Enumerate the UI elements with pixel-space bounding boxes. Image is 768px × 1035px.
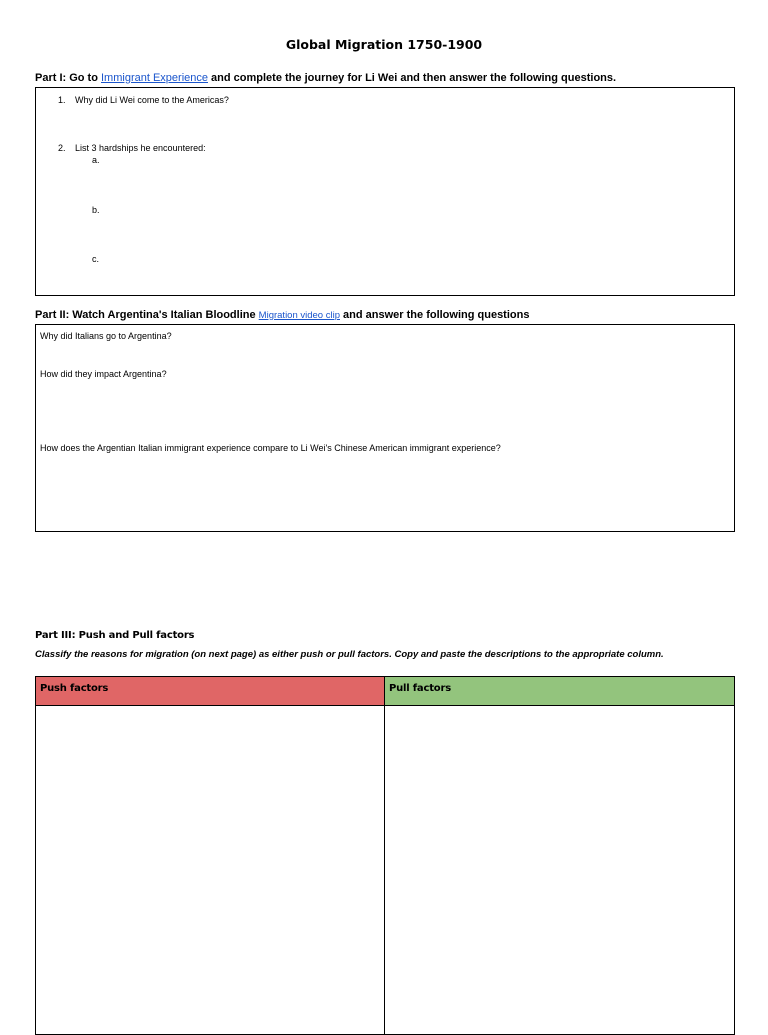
q2-text: List 3 hardships he encountered: <box>75 143 206 153</box>
part2-answer-box[interactable] <box>35 324 735 532</box>
part3-instructions: Classify the reasons for migration (on next page) as either push or pull factors. Copy and paste the descriptions to the appropriate column. <box>35 649 664 660</box>
part1-prefix: Part I: Go to <box>35 72 101 84</box>
push-factors-header <box>35 676 385 706</box>
pull-factors-column[interactable] <box>384 705 735 1035</box>
q1-number: 1. <box>58 95 66 105</box>
pull-factors-header <box>384 676 735 706</box>
list-item-b: b. <box>92 205 100 215</box>
pull-factors-label: Pull factors <box>389 683 451 694</box>
part1-heading <box>35 72 616 84</box>
part1-answer-box[interactable] <box>35 87 735 296</box>
part2-prefix: Part II: Watch Argentina's Italian Bloodline <box>35 309 259 321</box>
immigrant-experience-link[interactable]: Immigrant Experience <box>101 72 208 84</box>
part2-question-3: How does the Argentian Italian immigrant experience compare to Li Wei's Chinese American immigrant experience? <box>40 443 501 453</box>
push-factors-label: Push factors <box>40 683 109 694</box>
part3-heading: Part III: Push and Pull factors <box>35 630 195 641</box>
migration-video-link[interactable]: Migration video clip <box>258 310 340 321</box>
q2-number: 2. <box>58 143 66 153</box>
part2-heading <box>35 309 529 321</box>
push-factors-column[interactable] <box>35 705 385 1035</box>
part2-question-2: How did they impact Argentina? <box>40 369 167 379</box>
page-title: Global Migration 1750-1900 <box>285 37 483 52</box>
q1-text: Why did Li Wei come to the Americas? <box>75 95 229 105</box>
part1-suffix: and complete the journey for Li Wei and then answer the following questions. <box>208 72 617 84</box>
list-item-c: c. <box>92 254 100 264</box>
part2-question-1: Why did Italians go to Argentina? <box>40 331 172 341</box>
part2-suffix: and answer the following questions <box>340 309 530 321</box>
list-item-a: a. <box>92 155 100 165</box>
